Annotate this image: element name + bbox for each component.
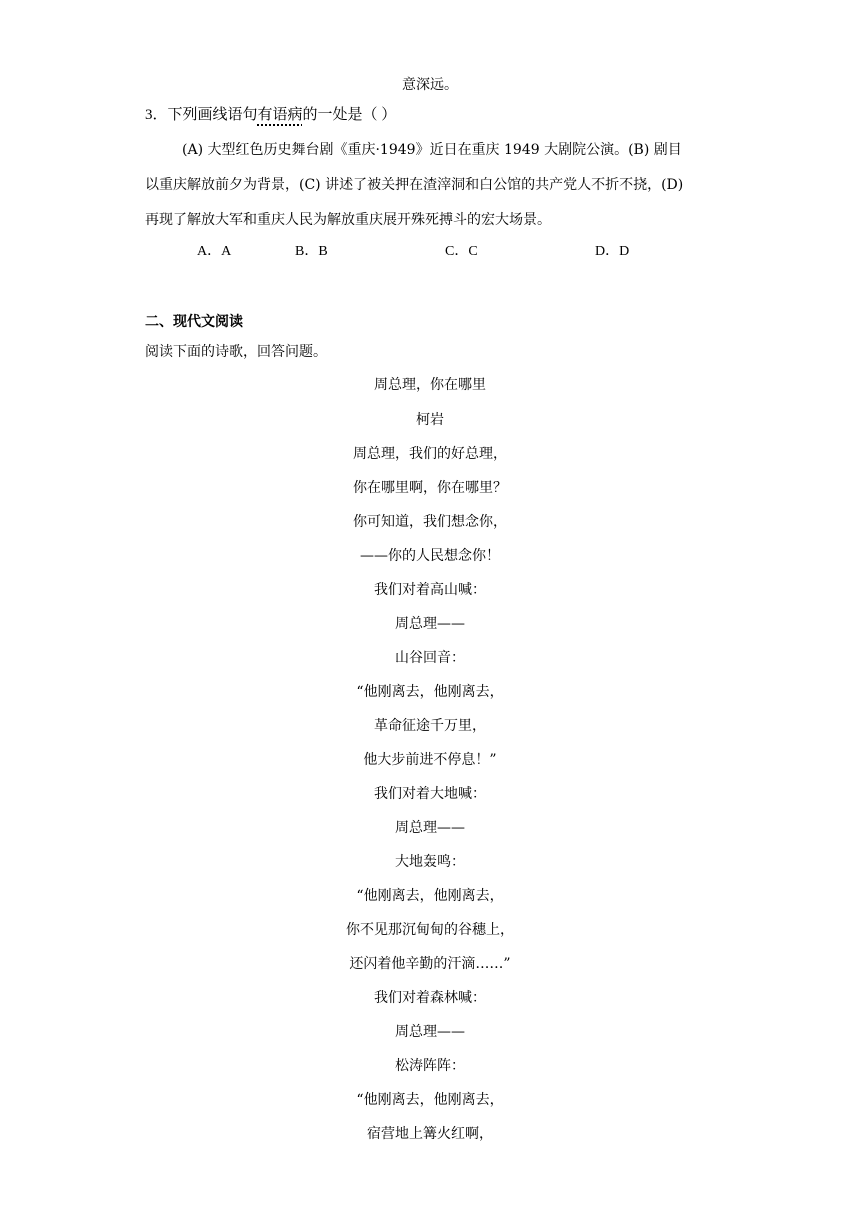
section-heading: 二、现代文阅读 (145, 314, 243, 330)
poem-line: 革命征途千万里， (374, 718, 486, 734)
poem-line: 宿营地上篝火红啊， (367, 1126, 493, 1142)
question-3-passage-line-2: 以重庆解放前夕为背景，(C) 讲述了被关押在渣滓洞和白公馆的共产党人不折不挠，(D) (145, 177, 684, 193)
poem-line: 你在哪里啊，你在哪里？ (353, 480, 507, 496)
previous-text-continuation: 意深远。 (402, 77, 458, 93)
question-stem-before: 下列画线语句 (167, 107, 258, 123)
poem-line: 松涛阵阵： (395, 1058, 465, 1074)
poem-author: 柯岩 (416, 412, 444, 428)
poem-line: “他刚离去，他刚离去， (356, 1092, 504, 1108)
poem-line: “他刚离去，他刚离去， (356, 888, 504, 904)
question-stem-emphasis: 有语病 (257, 107, 303, 123)
question-3-passage-line-3: 再现了解放大军和重庆人民为解放重庆展开殊死搏斗的宏大场景。 (145, 212, 551, 228)
section-instruction: 阅读下面的诗歌，回答问题。 (145, 344, 327, 360)
poem-line: 他大步前进不停息！” (363, 752, 497, 768)
poem-line: 你不见那沉甸甸的谷穗上， (346, 922, 514, 938)
poem-line: ——你的人民想念你！ (360, 548, 500, 564)
poem-title: 周总理，你在哪里 (374, 377, 486, 393)
question-3-option-c[interactable]: C．C (445, 244, 478, 259)
question-3-passage-line-1: (A) 大型红色历史舞台剧《重庆·1949》近日在重庆 1949 大剧院公演。(B) 剧目 (182, 142, 682, 158)
poem-line: 大地轰鸣： (395, 854, 465, 870)
question-3-option-b[interactable]: B．B (295, 244, 328, 259)
poem-line: 山谷回音： (395, 650, 465, 666)
poem-line: 你可知道，我们想念你， (353, 514, 507, 530)
poem-line: 我们对着森林喊： (374, 990, 486, 1006)
question-3-option-d[interactable]: D．D (595, 244, 630, 259)
poem-line: 还闪着他辛勤的汗滴……” (349, 956, 511, 972)
question-3-option-a[interactable]: A．A (197, 244, 232, 259)
poem-line: 我们对着大地喊： (374, 786, 486, 802)
poem-line: 周总理—— (395, 1024, 465, 1040)
poem-line: 我们对着高山喊： (374, 582, 486, 598)
poem-line: 周总理—— (395, 820, 465, 836)
poem-line: 周总理—— (395, 616, 465, 632)
poem-line: “他刚离去，他刚离去， (356, 684, 504, 700)
question-3-stem (145, 105, 396, 125)
poem-line: 周总理，我们的好总理， (353, 446, 507, 462)
question-stem-after: 的一处是（ ） (302, 107, 397, 123)
question-number: 3． (145, 107, 168, 123)
